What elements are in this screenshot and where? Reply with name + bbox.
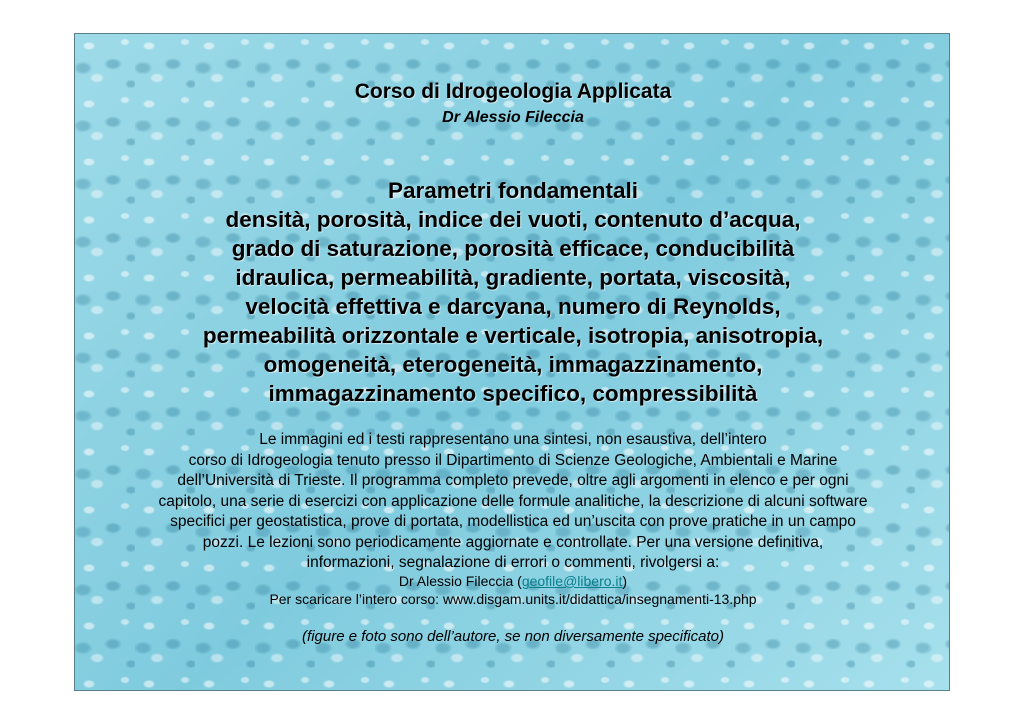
contact-prefix: Dr Alessio Fileccia ( bbox=[398, 573, 522, 589]
intro-paragraph bbox=[75, 430, 950, 574]
email-link[interactable]: geofile@libero.it bbox=[521, 573, 623, 589]
parameters-line: permeabilità orizzontale e verticale, isotropia, anisotropia, bbox=[202, 323, 824, 348]
intro-line: Le immagini ed i testi rappresentano una sintesi, non esaustiva, dell’intero bbox=[259, 431, 767, 448]
parameters-heading: Parametri fondamentali bbox=[387, 178, 639, 203]
contact-line bbox=[75, 572, 950, 590]
slide bbox=[74, 33, 950, 691]
download-line: Per scaricare l’intero corso: www.disgam.units.it/didattica/insegnamenti-13.php bbox=[269, 591, 757, 607]
parameters-line: densità, porosità, indice dei vuoti, contenuto d’acqua, bbox=[225, 207, 801, 232]
parameters-line: immagazzinamento specifico, compressibilità bbox=[268, 381, 758, 406]
intro-line: informazioni, segnalazione di errori o commenti, rivolgersi a: bbox=[306, 554, 720, 571]
figures-note: (figure e foto sono dell’autore, se non diversamente specificato) bbox=[302, 628, 724, 645]
intro-line: corso di Idrogeologia tenuto presso il Dipartimento di Scienze Geologiche, Ambientali e Marine bbox=[188, 451, 838, 469]
intro-line: pozzi. Le lezioni sono periodicamente aggiornate e controllate. Per una versione definitiva, bbox=[202, 533, 824, 551]
intro-line: dell’Università di Trieste. Il programma completo prevede, oltre agli argomenti in elenco e per ogni bbox=[177, 472, 849, 489]
parameters-line: omogeneità, eterogeneità, immagazzinamento, bbox=[263, 352, 763, 377]
parameters-line: grado di saturazione, porosità efficace, conducibilità bbox=[231, 236, 795, 261]
contact-suffix: ) bbox=[622, 573, 628, 589]
intro-line: capitolo, una serie di esercizi con applicazione delle formule analitiche, la descrizione di alcuni software bbox=[158, 492, 868, 510]
parameters-block bbox=[75, 176, 950, 408]
parameters-line: velocità effettiva e darcyana, numero di Reynolds, bbox=[245, 294, 781, 319]
parameters-line: idraulica, permeabilità, gradiente, portata, viscosità, bbox=[235, 265, 791, 290]
intro-line: specifici per geostatistica, prove di portata, modellistica ed un’uscita con prove pratiche in un campo bbox=[170, 513, 856, 530]
author-name: Dr Alessio Fileccia bbox=[442, 109, 584, 126]
course-title: Corso di Idrogeologia Applicata bbox=[354, 80, 672, 103]
